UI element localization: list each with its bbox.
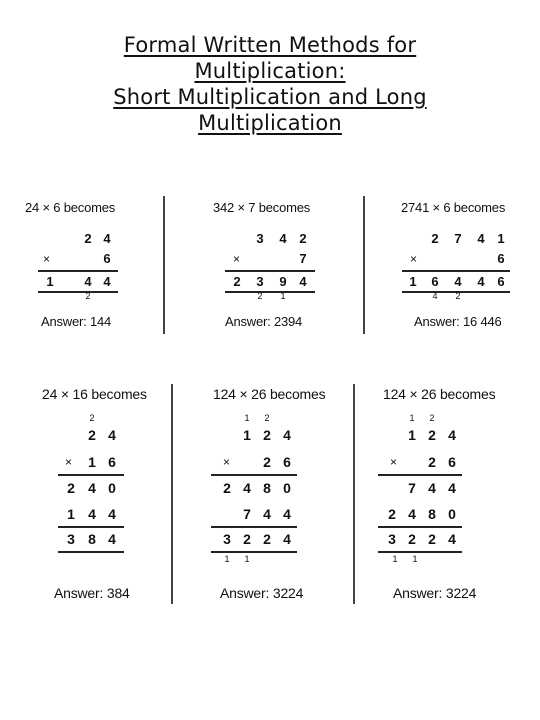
title-line-2: Multiplication: (194, 59, 346, 83)
digit: 3 (256, 231, 264, 246)
digit: 4 (477, 274, 485, 289)
rule-line (58, 551, 124, 553)
digit: 0 (283, 480, 291, 496)
carry-digit: 1 (244, 554, 250, 564)
times-sign: × (233, 252, 241, 266)
carry-digit: 2 (89, 413, 95, 423)
digit: 4 (88, 506, 96, 522)
carry-digit: 2 (455, 291, 461, 301)
carry-digit: 2 (429, 413, 435, 423)
divider-bottom-2 (353, 384, 355, 604)
rule-line (402, 270, 510, 272)
digit: 4 (408, 506, 416, 522)
digit: 6 (497, 274, 505, 289)
digit: 4 (448, 480, 456, 496)
digit: 4 (243, 480, 251, 496)
digit: 1 (408, 427, 416, 443)
digit: 2 (88, 427, 96, 443)
title-line-3: Short Multiplication and Long (113, 85, 427, 109)
digit: 4 (283, 531, 291, 547)
digit: 3 (256, 274, 264, 289)
digit: 2 (263, 454, 271, 470)
digit: 8 (88, 531, 96, 547)
example-header: 24 × 6 becomes (25, 200, 116, 215)
carry-digit: 1 (280, 291, 286, 301)
digit: 6 (448, 454, 456, 470)
digit: 7 (299, 251, 307, 266)
title-line-4: Multiplication (198, 111, 342, 135)
digit: 0 (448, 506, 456, 522)
carry-digit: 2 (85, 291, 91, 301)
rule-line (211, 474, 297, 476)
digit: 4 (108, 531, 116, 547)
example-header: 342 × 7 becomes (213, 200, 311, 215)
digit: 6 (431, 274, 439, 289)
divider-bottom-1 (171, 384, 173, 604)
title-line-1: Formal Written Methods for (123, 33, 417, 57)
example-header: 124 × 26 becomes (383, 386, 496, 402)
digit: 6 (283, 454, 291, 470)
digit: 2 (431, 231, 439, 246)
answer-text: Answer: 384 (54, 585, 130, 601)
digit: 8 (428, 506, 436, 522)
digit: 4 (88, 480, 96, 496)
digit: 1 (243, 427, 251, 443)
digit: 8 (263, 480, 271, 496)
digit: 4 (103, 231, 111, 246)
divider-top-1 (163, 196, 165, 334)
digit: 3 (67, 531, 75, 547)
rule-line (58, 474, 124, 476)
carry-digit: 1 (412, 554, 418, 564)
digit: 2 (233, 274, 241, 289)
digit: 7 (243, 506, 251, 522)
carry-digit: 2 (264, 413, 270, 423)
digit: 4 (108, 427, 116, 443)
digit: 2 (408, 531, 416, 547)
digit: 3 (223, 531, 231, 547)
carry-digit: 1 (392, 554, 398, 564)
digit: 1 (88, 454, 96, 470)
digit: 0 (108, 480, 116, 496)
digit: 6 (497, 251, 505, 266)
carry-digit: 1 (244, 413, 250, 423)
rule-line (211, 551, 297, 553)
digit: 1 (46, 274, 54, 289)
digit: 2 (428, 427, 436, 443)
digit: 4 (84, 274, 92, 289)
digit: 1 (497, 231, 505, 246)
digit: 2 (263, 427, 271, 443)
digit: 2 (388, 506, 396, 522)
carry-digit: 1 (409, 413, 415, 423)
rule-line (378, 551, 462, 553)
digit: 2 (428, 454, 436, 470)
digit: 7 (454, 231, 462, 246)
digit: 4 (279, 231, 287, 246)
digit: 2 (243, 531, 251, 547)
carry-digit: 2 (257, 291, 263, 301)
answer-text: Answer: 3224 (393, 585, 477, 601)
rule-line (38, 270, 118, 272)
page-title (0, 32, 540, 136)
digit: 2 (67, 480, 75, 496)
answer-text: Answer: 144 (41, 314, 112, 329)
digit: 4 (477, 231, 485, 246)
digit: 4 (448, 427, 456, 443)
divider-top-2 (363, 196, 365, 334)
answer-text: Answer: 2394 (225, 314, 303, 329)
digit: 4 (448, 531, 456, 547)
digit: 2 (299, 231, 307, 246)
example-header: 24 × 16 becomes (42, 386, 147, 402)
digit: 4 (103, 274, 111, 289)
digit: 4 (283, 506, 291, 522)
digit: 4 (263, 506, 271, 522)
digit: 7 (408, 480, 416, 496)
digit: 4 (428, 480, 436, 496)
rule-line (378, 474, 462, 476)
times-sign: × (43, 252, 51, 266)
digit: 6 (108, 454, 116, 470)
answer-text: Answer: 16 446 (414, 314, 502, 329)
example-header: 2741 × 6 becomes (401, 200, 506, 215)
digit: 4 (283, 427, 291, 443)
rule-line (378, 526, 462, 528)
digit: 1 (409, 274, 417, 289)
digit: 3 (388, 531, 396, 547)
rule-line (211, 526, 297, 528)
rule-line (38, 291, 118, 293)
rule-line (58, 526, 124, 528)
digit: 4 (108, 506, 116, 522)
digit: 1 (67, 506, 75, 522)
carry-digit: 4 (432, 291, 438, 301)
times-sign: × (390, 455, 398, 469)
carry-digit: 1 (224, 554, 230, 564)
digit: 6 (103, 251, 111, 266)
example-header: 124 × 26 becomes (213, 386, 326, 402)
digit: 9 (279, 274, 287, 289)
digit: 2 (223, 480, 231, 496)
times-sign: × (223, 455, 231, 469)
times-sign: × (410, 252, 418, 266)
rule-line (225, 291, 315, 293)
digit: 4 (299, 274, 307, 289)
rule-line (225, 270, 315, 272)
answer-text: Answer: 3224 (220, 585, 304, 601)
digit: 2 (428, 531, 436, 547)
digit: 4 (454, 274, 462, 289)
digit: 2 (263, 531, 271, 547)
times-sign: × (65, 455, 73, 469)
digit: 2 (84, 231, 92, 246)
